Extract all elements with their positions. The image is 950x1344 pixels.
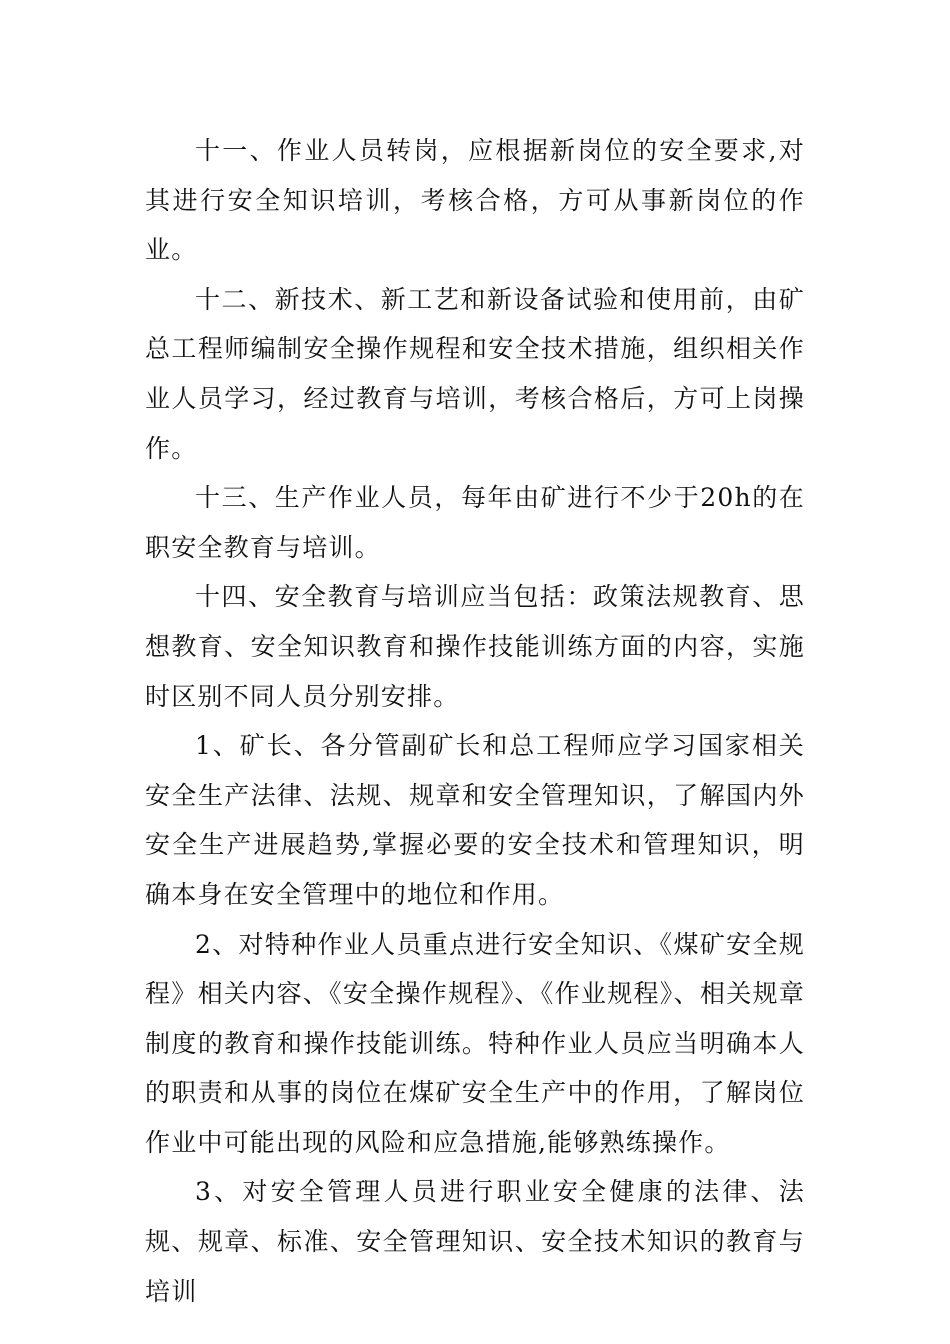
paragraph-14-training-content: 十四、安全教育与培训应当包括：政策法规教育、思想教育、安全知识教育和操作技能训练方面的内容，实施时区别不同人员分别安排。 — [145, 582, 805, 711]
paragraph-item-3-safety-managers: 3、对安全管理人员进行职业安全健康的法律、法规、规章、标准、安全管理知识、安全技术知识的教育与培训 — [145, 1177, 805, 1306]
document-body — [145, 126, 805, 1316]
paragraph-13-annual-training: 十三、生产作业人员，每年由矿进行不少于20h的在职安全教育与培训。 — [145, 483, 805, 562]
paragraph-item-1-managers: 1、矿长、各分管副矿长和总工程师应学习国家相关安全生产法律、法规、规章和安全管理知识，了解国内外安全生产进展趋势,掌握必要的安全技术和管理知识，明确本身在安全管理中的地位和作用。 — [145, 731, 805, 909]
paragraph-12-new-technology-training: 十二、新技术、新工艺和新设备试验和使用前，由矿总工程师编制安全操作规程和安全技术措施，组织相关作业人员学习，经过教育与培训，考核合格后，方可上岗操作。 — [145, 284, 805, 463]
paragraph-item-2-special-workers: 2、对特种作业人员重点进行安全知识、《煤矿安全规程》相关内容、《安全操作规程》、《作业规程》、相关规章制度的教育和操作技能训练。特种作业人员应当明确本人的职责和从事的岗位在煤矿安全生产中的作用，了解岗位作业中可能出现的风险和应急措施,能够熟练操作。 — [145, 929, 805, 1157]
paragraph-11-job-transfer-training: 十一、作业人员转岗，应根据新岗位的安全要求,对其进行安全知识培训，考核合格，方可从事新岗位的作业。 — [145, 136, 805, 265]
